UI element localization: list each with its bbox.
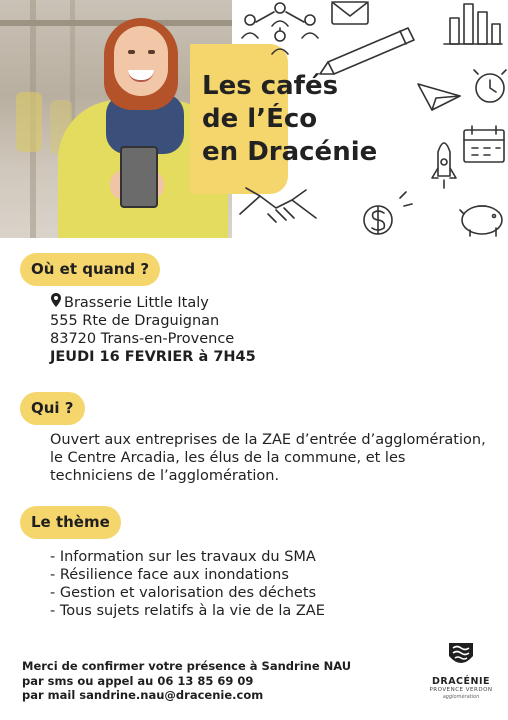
piggy-bank-icon <box>460 206 502 236</box>
event-datetime: JEUDI 16 FEVRIER à 7H45 <box>50 349 256 365</box>
hero-banner <box>0 0 508 238</box>
rsvp-phone: par sms ou appel au 06 13 85 69 09 <box>22 673 254 688</box>
list-item: - Tous sujets relatifs à la vie de la ZAE <box>50 603 325 619</box>
dracenie-emblem-icon <box>446 640 476 670</box>
venue-street: 555 Rte de Draguignan <box>50 313 220 329</box>
handshake-icon <box>240 188 316 222</box>
logo-tagline: agglomération <box>442 694 480 700</box>
rsvp-line: Merci de confirmer votre présence à Sandrine NAU <box>22 659 352 673</box>
list-item: - Information sur les travaux du SMA <box>50 549 316 565</box>
business-doodles <box>232 0 508 238</box>
theme-list <box>50 548 325 620</box>
audience-description: Ouvert aux entreprises de la ZAE d’entrée d’agglomération, le Centre Arcadia, les élus de la commune, et les techniciens de l’agglomération. <box>50 432 486 484</box>
calendar-icon <box>464 126 504 162</box>
rocket-icon <box>432 143 456 188</box>
rsvp-contact <box>22 659 402 703</box>
list-item: - Gestion et valorisation des déchets <box>50 585 317 601</box>
dollar-coin-icon <box>364 192 412 234</box>
dracenie-logo <box>428 640 494 708</box>
list-item: - Résilience face aux inondations <box>50 567 289 583</box>
map-pin-icon <box>50 292 62 308</box>
alarm-clock-icon <box>474 70 506 102</box>
section-heading-who: Qui ? <box>20 392 85 425</box>
paper-plane-icon <box>418 84 460 110</box>
section-heading-theme: Le thème <box>20 506 121 539</box>
venue-city: 83720 Trans-en-Provence <box>50 331 235 347</box>
envelope-icon <box>332 2 368 24</box>
event-location <box>50 292 450 366</box>
bar-chart-icon <box>444 4 502 44</box>
section-heading-where: Où et quand ? <box>20 253 160 286</box>
rsvp-email: par mail sandrine.nau@dracenie.com <box>22 688 264 702</box>
venue-name: Brasserie Little Italy <box>64 295 209 311</box>
logo-subtitle: PROVENCE VERDON <box>429 687 493 693</box>
page-title: Les cafés de l’Éco en Dracénie <box>202 71 378 167</box>
people-network-icon <box>242 3 318 54</box>
pencil-icon <box>320 28 414 74</box>
logo-name: DRACÉNIE <box>432 676 490 687</box>
